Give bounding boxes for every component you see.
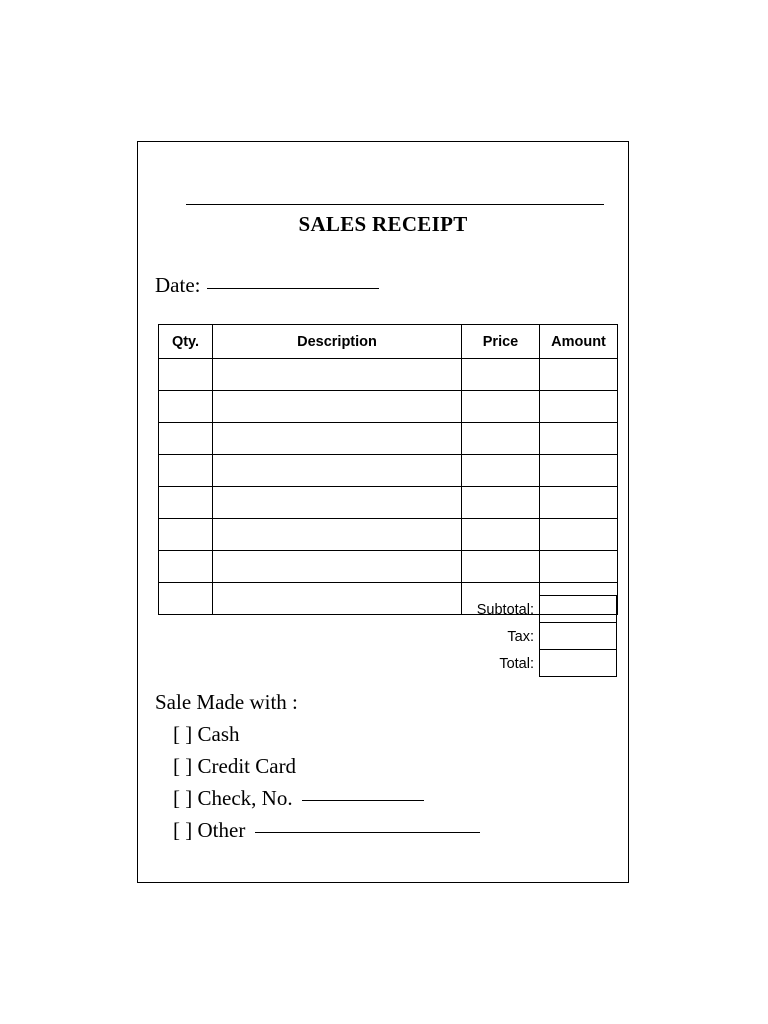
cell-description[interactable] (213, 391, 462, 423)
cell-amount[interactable] (540, 487, 618, 519)
page-title: SALES RECEIPT (298, 212, 468, 236)
column-header-description: Description (213, 325, 462, 359)
cell-amount[interactable] (540, 423, 618, 455)
items-table (158, 324, 618, 615)
payment-option-other[interactable] (155, 815, 480, 847)
cell-price[interactable] (462, 391, 540, 423)
date-label: Date: (155, 273, 201, 297)
business-name-rule[interactable] (186, 204, 604, 205)
subtotal-label: Subtotal: (476, 601, 534, 618)
totals-row-total (158, 650, 617, 677)
payment-section-title: Sale Made with : (155, 690, 298, 714)
payment-option-label: Check, No. (197, 785, 293, 810)
cell-price[interactable] (462, 455, 540, 487)
table-row (159, 551, 618, 583)
cell-description[interactable] (213, 423, 462, 455)
sales-receipt-form (137, 141, 629, 883)
payment-option-cash[interactable] (155, 719, 480, 751)
payment-option-label: Cash (197, 721, 240, 746)
items-table-body (159, 359, 618, 615)
subtotal-value-box[interactable] (539, 595, 617, 623)
checkbox-icon[interactable]: [ ] (173, 785, 193, 810)
other-method-rule[interactable] (255, 832, 480, 833)
cell-price[interactable] (462, 423, 540, 455)
cell-price[interactable] (462, 487, 540, 519)
table-row (159, 359, 618, 391)
column-header-price: Price (462, 325, 540, 359)
items-table-head (159, 325, 618, 359)
cell-amount[interactable] (540, 455, 618, 487)
cell-qty[interactable] (159, 487, 213, 519)
cell-qty[interactable] (159, 423, 213, 455)
tax-value-box[interactable] (539, 622, 617, 650)
cell-description[interactable] (213, 455, 462, 487)
cell-amount[interactable] (540, 359, 618, 391)
column-header-amount: Amount (540, 325, 618, 359)
cell-amount[interactable] (540, 551, 618, 583)
totals-row-tax (158, 623, 617, 650)
cell-qty[interactable] (159, 391, 213, 423)
table-row (159, 519, 618, 551)
cell-amount[interactable] (540, 519, 618, 551)
totals-section (158, 596, 617, 677)
payment-option-label: Other (197, 817, 246, 842)
tax-label: Tax: (507, 628, 534, 645)
cell-amount[interactable] (540, 391, 618, 423)
cell-description[interactable] (213, 487, 462, 519)
cell-qty[interactable] (159, 519, 213, 551)
checkbox-icon[interactable]: [ ] (173, 721, 193, 746)
date-input-rule[interactable] (207, 288, 379, 289)
cell-description[interactable] (213, 359, 462, 391)
totals-row-subtotal (158, 596, 617, 623)
check-number-rule[interactable] (302, 800, 424, 801)
payment-section (155, 687, 480, 847)
cell-description[interactable] (213, 551, 462, 583)
payment-option-label: Credit Card (197, 753, 297, 778)
cell-qty[interactable] (159, 551, 213, 583)
total-value-box[interactable] (539, 649, 617, 677)
payment-option-check[interactable] (155, 783, 480, 815)
table-row (159, 423, 618, 455)
table-header-row (159, 325, 618, 359)
checkbox-icon[interactable]: [ ] (173, 817, 193, 842)
cell-qty[interactable] (159, 359, 213, 391)
payment-option-credit-card[interactable] (155, 751, 480, 783)
table-row (159, 391, 618, 423)
checkbox-icon[interactable]: [ ] (173, 753, 193, 778)
cell-price[interactable] (462, 519, 540, 551)
table-row (159, 487, 618, 519)
table-row (159, 455, 618, 487)
cell-price[interactable] (462, 551, 540, 583)
date-row (155, 273, 379, 298)
receipt-inner (148, 142, 618, 882)
cell-price[interactable] (462, 359, 540, 391)
cell-description[interactable] (213, 519, 462, 551)
column-header-qty: Qty. (159, 325, 213, 359)
cell-qty[interactable] (159, 455, 213, 487)
total-label: Total: (499, 655, 534, 672)
